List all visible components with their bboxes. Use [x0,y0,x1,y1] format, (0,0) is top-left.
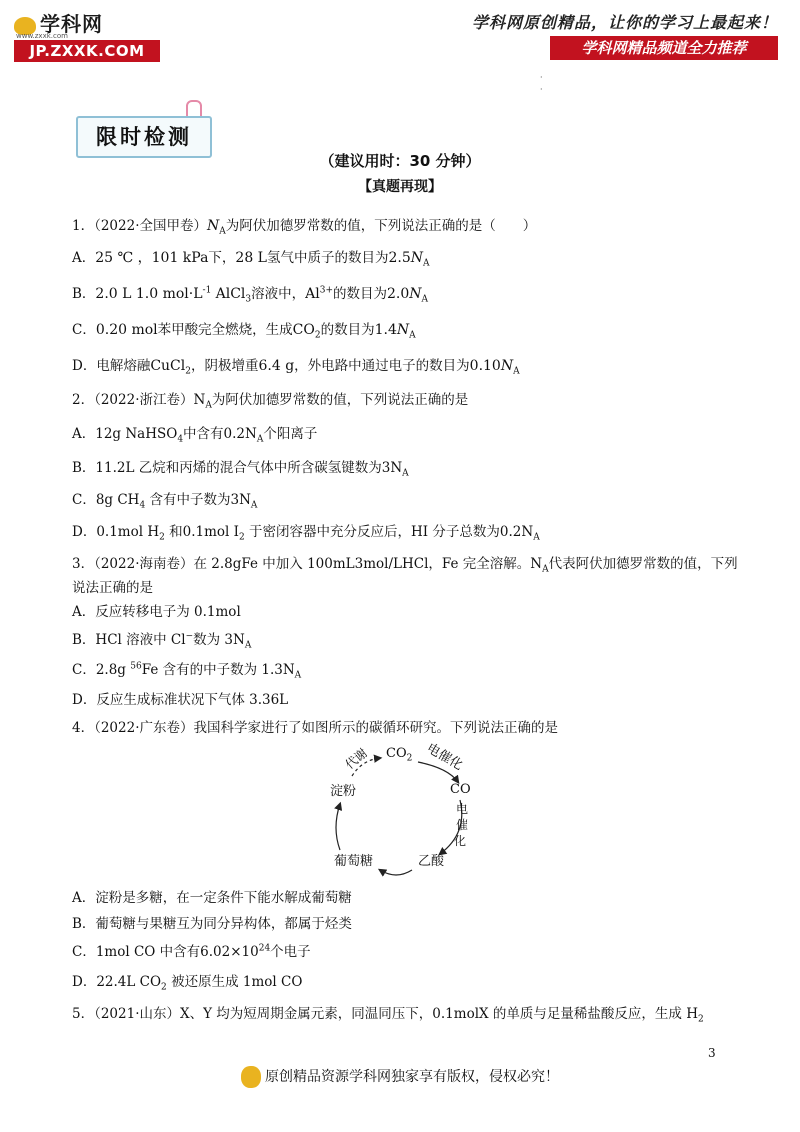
question-3-stem-cont: 说法正确的是 [72,580,153,596]
footer-copyright: 原创精品资源学科网独家享有版权，侵权必究！ [0,1066,800,1088]
logo-name: 学科网 [14,8,103,37]
mascot-icon [241,1066,261,1088]
question-4-option-a[interactable]: A．淀粉是多糖，在一定条件下能水解成葡萄糖 [72,890,352,906]
page-number: 3 [708,1046,716,1060]
subhead: 【真题再现】 [358,179,442,195]
question-2-option-b[interactable]: B．11.2L 乙烷和丙烯的混合气体中所含碳氢键数为$3N_A$ [72,460,409,479]
question-4-option-c[interactable]: C．1mol CO 中含有$6.02\times 10^{24}$个电子 [72,943,311,960]
question-3-option-b[interactable]: B．HCl 溶液中 Cl−数为 $3N_A$ [72,631,252,651]
question-1-option-c[interactable]: C．0.20 mol苯甲酸完全燃烧，生成$CO_2$的数目为$1.4N_A$ [72,322,416,341]
question-5-stem: 5．（2021·山东）X、Y 均为短周期金属元素，同温同压下，0.1molX 的单质与足量稀盐酸反应，生成 $H_2$ [72,1006,704,1025]
diagram-co: CO [450,782,471,797]
question-1-stem: 1．（2022·全国甲卷）$N_A$为阿伏加德罗常数的值，下列说法正确的是（ ） [72,218,537,237]
question-3-option-a[interactable]: A．反应转移电子为 0.1mol [72,604,241,620]
question-2-option-d[interactable]: D．0.1mol $H_2$ 和0.1mol $I_2$ 于密闭容器中充分反应后，HI 分子总数为$0.2N_A$ [72,524,540,543]
question-4-option-b[interactable]: B．葡萄糖与果糖互为同分异构体，都属于烃类 [72,916,352,932]
question-2-option-c[interactable]: C．8g $CH_4$ 含有中子数为$3N_A$ [72,492,258,511]
question-1-option-a[interactable]: A．25 ℃ ，101 kPa下，28 L氢气中质子的数目为$2.5N_A$ [72,250,430,269]
question-2-option-a[interactable]: A．12g NaHSO$_4$中含有$0.2N_A$个阳离子 [72,426,318,445]
logo-small-url: www.zxxk.com [16,32,68,40]
section-title: 限时检测 [76,116,212,158]
diagram-electrocatalysis-label-1: 电催化 [423,740,466,774]
diagram-electrocatalysis-char-2: 催 [456,818,469,832]
diagram-electrocatalysis-char-1: 电 [456,802,469,816]
question-3-option-c[interactable]: C．2.8g $^{56}$Fe 含有的中子数为 $1.3N_A$ [72,661,302,681]
slogan: 学科网原创精品，让你的学习上最起来！ [471,13,778,32]
carbon-cycle-diagram [300,738,500,880]
diagram-acetic-acid: 乙酸 [418,854,445,869]
question-4-stem: 4．（2022·广东卷）我国科学家进行了如图所示的碳循环研究。下列说法正确的是 [72,720,558,736]
decorative-dots: · · [540,73,543,94]
diagram-starch: 淀粉 [330,784,357,799]
question-1-option-d[interactable]: D．电解熔融CuCl$_2$，阴极增重6.4 g，外电路中通过电子的数目为$0.10N_A$ [72,358,520,377]
question-3-stem: 3．（2022·海南卷）在 2.8gFe 中加入 100mL3mol/LHCl，Fe 完全溶解。$N_A$代表阿伏加德罗常数的值，下列 [72,556,738,575]
question-2-stem: 2．（2022·浙江卷）$N_A$为阿伏加德罗常数的值，下列说法正确的是 [72,392,469,411]
question-1-option-b[interactable]: B．2.0 L 1.0 $mol\cdot L^{-1}$ AlCl$_3$溶液中，$Al^{3+}$的数目为$2.0N_A$ [72,285,429,305]
question-4-option-d[interactable]: D．22.4L $CO_2$ 被还原生成 1mol CO [72,974,303,993]
recommend-band: 学科网精品频道全力推荐 [550,36,778,60]
diagram-metabolism-label: 代谢 [342,745,371,772]
diagram-glucose: 葡萄糖 [334,854,374,869]
question-3-option-d[interactable]: D．反应生成标准状况下气体 3.36L [72,692,289,708]
diagram-co2: $CO_2$ [386,746,413,764]
diagram-electrocatalysis-char-3: 化 [454,834,467,848]
logo-url-band[interactable]: JP.ZXXK.COM [14,40,160,62]
time-note: （建议用时：30 分钟） [319,152,481,170]
